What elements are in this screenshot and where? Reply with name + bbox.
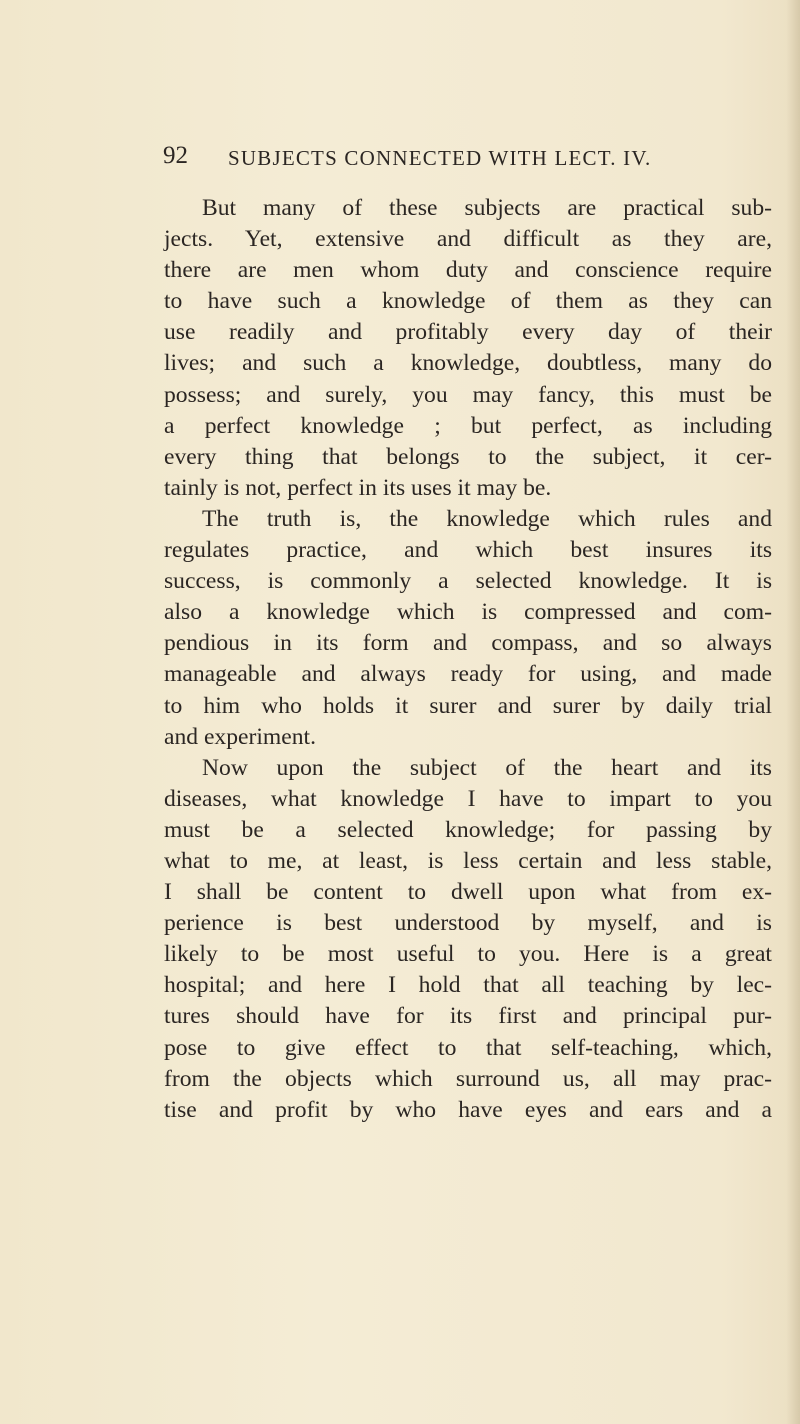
text-line: The truth is, the knowledge which rules and	[202, 505, 772, 532]
text-line: perience is best understood by myself, and is	[164, 910, 772, 937]
text-line: tures should have for its first and principal pur-	[164, 1003, 772, 1030]
text-line: possess; and surely, you may fancy, this must be	[164, 381, 772, 408]
text-line: to him who holds it surer and surer by daily trial	[164, 692, 772, 719]
text-line: lives; and such a knowledge, doubtless, many do	[164, 350, 772, 377]
text-line: Now upon the subject of the heart and its	[202, 754, 772, 781]
page-header	[163, 142, 763, 178]
text-line: I shall be content to dwell upon what from ex-	[164, 879, 772, 906]
text-line: pose to give effect to that self-teaching, which,	[164, 1034, 772, 1061]
running-head: SUBJECTS CONNECTED WITH LECT. IV.	[228, 146, 652, 170]
text-line: a perfect knowledge ; but perfect, as including	[164, 412, 772, 439]
text-line: manageable and always ready for using, and made	[164, 661, 772, 688]
text-line: pendious in its form and compass, and so always	[164, 630, 772, 657]
text-line: to have such a knowledge of them as they can	[164, 288, 772, 315]
text-line: regulates practice, and which best insures its	[164, 537, 772, 564]
text-line: hospital; and here I hold that all teaching by lec-	[164, 972, 772, 999]
text-line: there are men whom duty and conscience require	[164, 257, 772, 284]
page-edge-shadow	[786, 0, 800, 1424]
text-line: from the objects which surround us, all may prac-	[164, 1065, 772, 1092]
page-number: 92	[163, 142, 188, 169]
text-line: tainly is not, perfect in its uses it may be.	[164, 474, 552, 501]
text-line: But many of these subjects are practical sub-	[202, 195, 772, 221]
text-line: and experiment.	[164, 723, 316, 750]
text-line: every thing that belongs to the subject, it cer-	[164, 443, 772, 470]
text-line: what to me, at least, is less certain and less stable,	[164, 847, 772, 874]
text-line: use readily and profitably every day of their	[164, 319, 772, 346]
text-line: diseases, what knowledge I have to impart to you	[164, 785, 772, 812]
text-line: success, is commonly a selected knowledge. It is	[164, 568, 772, 595]
text-line: also a knowledge which is compressed and com-	[164, 599, 772, 626]
body-text	[164, 193, 772, 1126]
text-line: tise and profit by who have eyes and ears and a	[164, 1096, 772, 1123]
text-line: likely to be most useful to you. Here is a great	[164, 941, 772, 968]
text-line: must be a selected knowledge; for passing by	[164, 816, 772, 843]
text-line: jects. Yet, extensive and difficult as they are,	[164, 226, 772, 253]
